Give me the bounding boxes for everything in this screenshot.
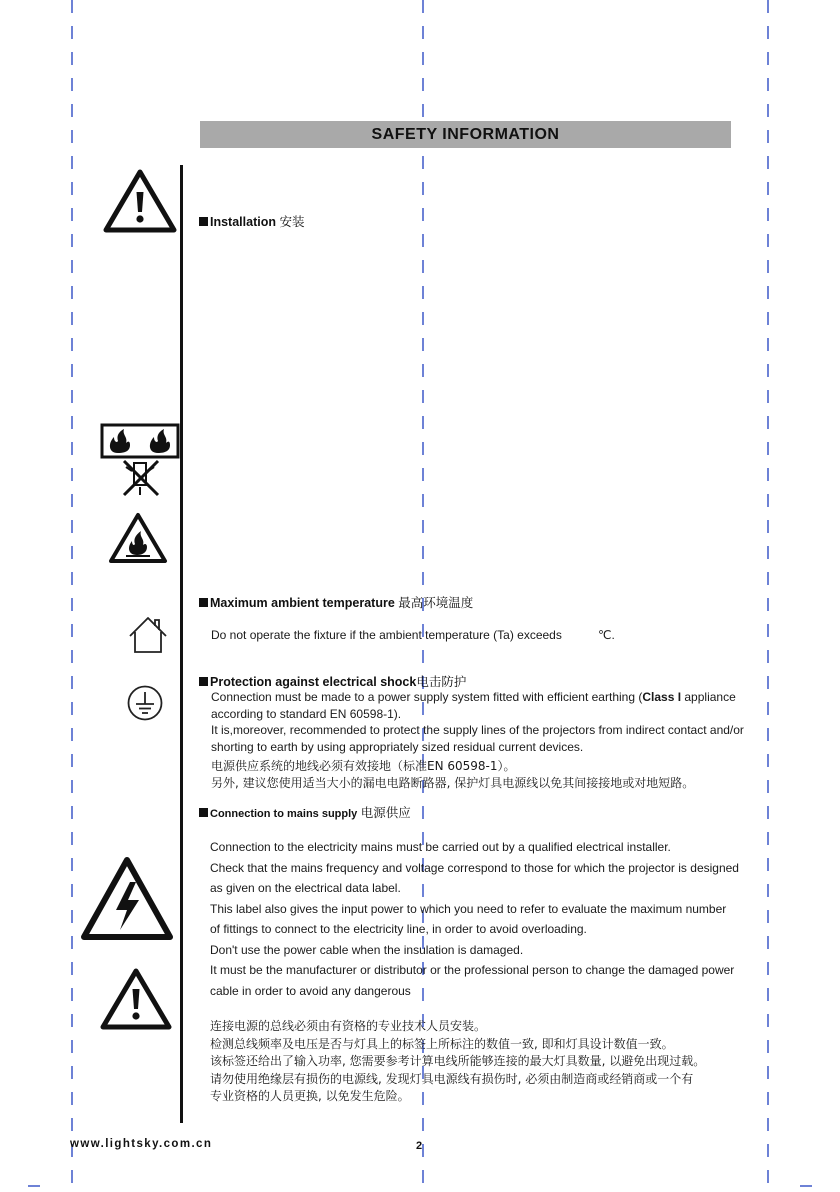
no-flammable-surface-icon [100,423,180,499]
mains-line: Don't use the power cable when the insulation is damaged. [210,942,524,957]
ambient-line: Do not operate the fixture if the ambient temperature (Ta) exceeds [211,628,562,642]
shock-line: appliance [681,690,736,704]
mains-line: as given on the electrical data label. [210,881,401,895]
electrical-shock-text [211,689,744,755]
fire-hazard-icon [108,511,168,565]
heading-text: Installation [210,215,276,229]
page-title: SAFETY INFORMATION [371,125,560,143]
margin-rule [180,165,183,1123]
mains-line-cn: 连接电源的总线必须由有资格的专业技术人员安装。 [210,1019,487,1033]
heading-text-cn: 电击防护 [416,675,467,689]
bullet-square [199,217,208,226]
section-header-bar [200,121,731,148]
indoor-use-house-icon [128,616,168,654]
electrical-shock-heading [199,672,466,690]
shock-line-cn: 电源供应系统的地线必须有效接地（标准EN 60598-1）。 [211,759,516,773]
bullet-square [199,677,208,686]
shock-line: Connection must be made to a power supply system fitted with efficient earthing ( [211,690,643,704]
heading-text: Maximum ambient temperature [210,596,395,610]
bullet-square [199,598,208,607]
mains-line-cn: 该标签还给出了输入功率, 您需要参考计算电线所能够连接的最大灯具数量, 以避免出现过载。 [210,1054,706,1068]
mains-line: This label also gives the input power to which you need to refer to evaluate the maximum number [210,901,727,916]
mains-supply-text-cn [210,1018,705,1106]
protective-earth-icon [126,684,164,722]
mains-line: Connection to the electricity mains must be carried out by a qualified electrical installer. [210,840,671,854]
mains-line: of fittings to connect to the electricity line, in order to avoid overloading. [210,922,587,936]
shock-line: It is,moreover, recommended to protect the supply lines of the projectors from indirect contact and/or [211,723,744,737]
high-voltage-icon [80,856,174,942]
mains-line-cn: 请勿使用绝缘层有损伤的电源线, 发现灯具电源线有损伤时, 必须由制造商或经销商或一个有 [210,1071,694,1086]
footer-website: www.lightsky.com.cn [70,1138,213,1150]
mains-line: Check that the mains frequency and voltage correspond to those for which the projector is designed [210,860,739,875]
installation-heading [199,212,304,230]
mains-line-cn: 检测总线频率及电压是否与灯具上的标签上所标注的数值一致, 即和灯具设计数值一致。 [210,1036,674,1051]
shock-line: shorting to earth by using appropriately sized residual current devices. [211,739,584,754]
page-number: 2 [416,1140,423,1152]
ambient-temperature-text [211,627,562,644]
heading-text: Protection against electrical shock [210,675,417,689]
shock-line: according to standard EN 60598-1). [211,706,402,721]
electrical-shock-text-cn [211,758,694,792]
heading-text-cn: 安装 [279,215,305,229]
mains-line: cable in order to avoid any dangerous [210,983,411,998]
mains-supply-heading [199,803,411,821]
heading-text-cn: 电源供应 [360,806,411,820]
ambient-unit [598,627,615,644]
warning-triangle-icon [103,168,177,234]
warning-triangle-icon [100,967,172,1031]
class-label: Class I [642,690,682,704]
ambient-temperature-heading [199,593,473,611]
heading-text-cn: 最高环境温度 [398,596,474,610]
mains-supply-text [210,837,739,1001]
shock-line-cn: 另外, 建议您使用适当大小的漏电电路断路器, 保护灯具电源线以免其间接接地或对地短路。 [211,776,695,790]
bullet-square [199,808,208,817]
heading-text: Connection to mains supply [210,808,358,820]
mains-line: It must be the manufacturer or distributor or the professional person to change the damaged power [210,963,735,977]
mains-line-cn: 专业资格的人员更换, 以免发生危险。 [210,1089,410,1103]
temperature-unit: ℃. [598,628,615,642]
